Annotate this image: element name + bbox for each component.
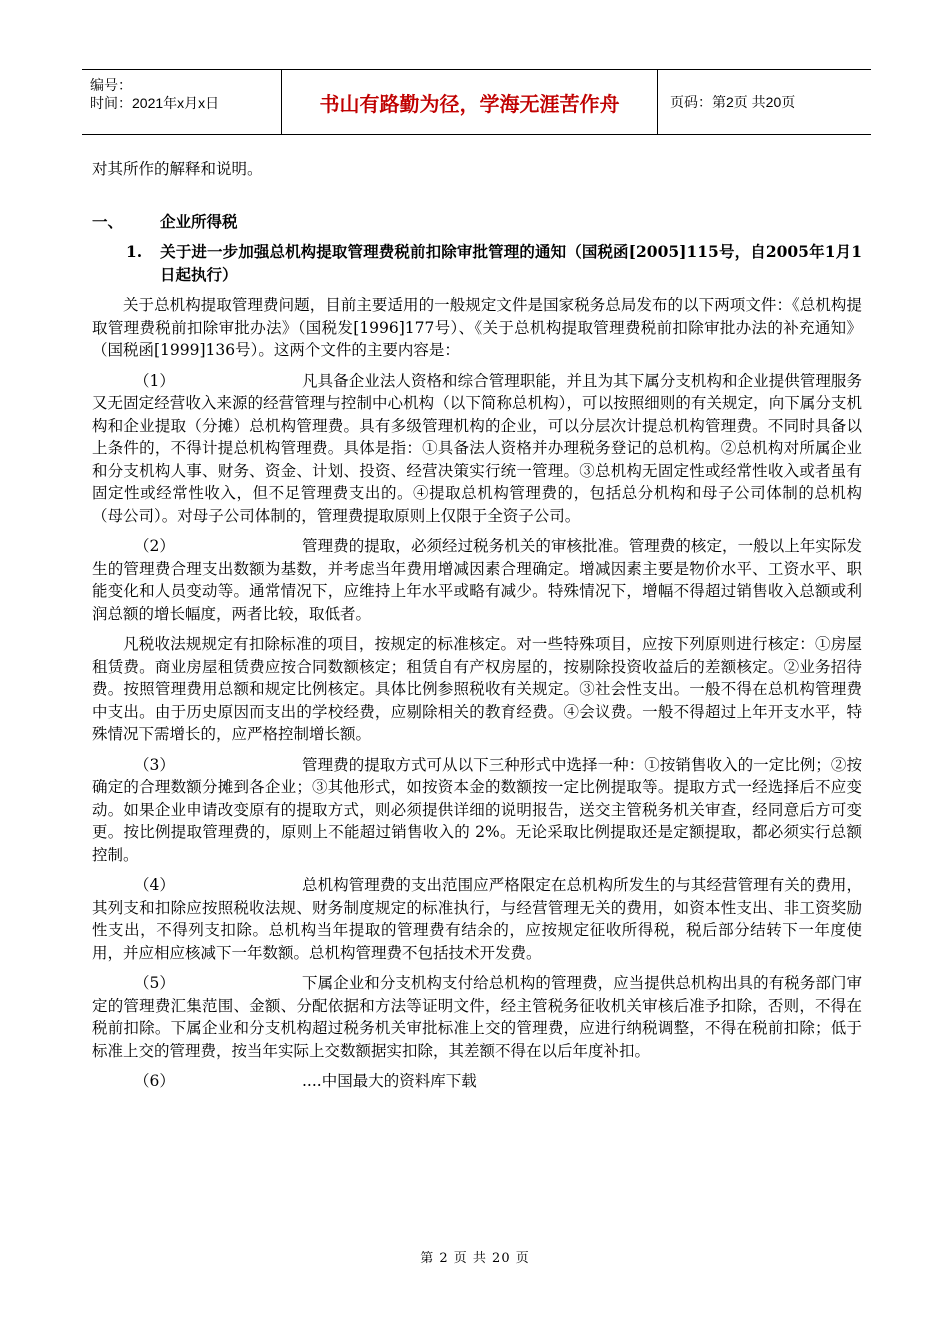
subsection-number: 1.: [126, 242, 143, 261]
header-meta: [82, 70, 282, 134]
item-text: 下属企业和分支机构支付给总机构的管理费，应当提供总机构出具的有税务部门审定的管理费汇集范围、金额、分配依据和方法等证明文件，经主管税务征收机关审核后准予扣除，否则，不得在税前扣除。下属企业和分支机构超过税务机关审批标准上交的管理费，应进行纳税调整，不得在税前扣除；低于标准上交的管理费，按当年实际上交数额据实扣除，其差额不得在以后年度补扣。: [92, 974, 862, 1060]
time-label: 时间：2021年x月x日: [90, 95, 220, 111]
list-item: [92, 1070, 862, 1093]
intro-paragraph: 关于总机构提取管理费问题，目前主要适用的一般规定文件是国家税务总局发布的以下两项文件：《总机构提取管理费税前扣除审批办法》（国税发[1996]177号）、《关于总机构提取管理费税前扣除审批办法的补充通知》（国税函[1999]136号）。这两个文件的主要内容是：: [92, 296, 862, 359]
subsection-title: 关于进一步加强总机构提取管理费税前扣除审批管理的通知（国税函[2005]115号，自2005年1月1日起执行）: [160, 242, 862, 284]
item-text: ....中国最大的资料库下载: [302, 1072, 477, 1090]
item-label: （4）: [134, 876, 175, 894]
item-text: 管理费的提取，必须经过税务机关的审核批准。管理费的核定，一般以上年实际发生的管理费合理支出数额为基数，并考虑当年费用增减因素合理确定。增减因素主要是物价水平、工资水平、职能变化和人员变动等。通常情况下，应维持上年水平或略有减少。特殊情况下，增幅不得超过销售收入总额或利润总额的增长幅度，两者比较，取低者。: [92, 537, 862, 623]
item-text: 管理费的提取方式可从以下三种形式中选择一种：①按销售收入的一定比例；②按确定的合理数额分摊到各企业；③其他形式，如按资本金的数额按一定比例提取等。提取方式一经选择后不应变动。如果企业申请改变原有的提取方式，则必须提供详细的说明报告，送交主管税务机关审查，经同意后方可变更。按比例提取管理费的，原则上不能超过销售收入的 2%。无论采取比例提取还是定额提取，都必须实行总额控制。: [92, 755, 862, 864]
item-label: （1）: [134, 371, 175, 390]
list-item: [92, 370, 862, 528]
subsection-heading: [92, 241, 862, 286]
header-motto: 书山有路勤为径，学海无涯苦作舟: [282, 70, 658, 134]
document-body: [92, 150, 862, 1093]
item-label: （2）: [134, 537, 175, 555]
section-title: 企业所得税: [160, 211, 238, 231]
section-number: 一、: [92, 211, 124, 231]
item-label: （6）: [134, 1072, 175, 1090]
lead-text: 对其所作的解释和说明。: [92, 160, 263, 178]
item-text: 凡具备企业法人资格和综合管理职能，并且为其下属分支机构和企业提供管理服务又无固定经营收入来源的经营管理与控制中心机构（以下简称总机构），可以按照细则的有关规定，向下属分支机构和企业提取（分摊）总机构管理费。具有多级管理机构的企业，可以分层次计提总机构管理费。不同时具备以上条件的，不得计提总机构管理费。具体是指：①具备法人资格并办理税务登记的总机构。②总机构对所属企业和分支机构人事、财务、资金、计划、投资、经营决策实行统一管理。③总机构无固定性或经常性收入或者虽有固定性或经常性收入，但不足管理费支出的。④提取总机构管理费的，包括总分机构和母子公司体制的总机构（母公司）。对母子公司体制的，管理费提取原则上仅限于全资子公司。: [92, 371, 862, 525]
header-page-info: 页码：第2页 共20页: [670, 94, 796, 110]
page-header: [82, 69, 871, 135]
deduction-rules-paragraph: 凡税收法规规定有扣除标准的项目，按规定的标准核定。对一些特殊项目，应按下列原则进行核定：①房屋租赁费。商业房屋租赁费应按合同数额核定；租赁自有产权房屋的，按剔除投资收益后的差额核定。②业务招待费。按照管理费用总额和规定比例核定。具体比例参照税收有关规定。③社会性支出。一般不得在总机构管理费中支出。由于历史原因而支出的学校经费，应剔除相关的教育经费。④会议费。一般不得超过上年开支水平，特殊情况下需增长的，应严格控制增长额。: [92, 635, 862, 743]
list-item: [92, 874, 862, 964]
item-text: 总机构管理费的支出范围应严格限定在总机构所发生的与其经营管理有关的费用，其列支和扣除应按照税收法规、财务制度规定的标准执行，与经营管理无关的费用，如资本性支出、非工资奖励性支出，不得列支扣除。总机构当年提取的管理费有结余的，应按规定征收所得税，税后部分结转下一年度使用，并应相应核减下一年数额。总机构管理费不包括技术开发费。: [92, 876, 862, 962]
page-footer: 第 2 页 共 20 页: [420, 1251, 530, 1266]
section-heading: [92, 211, 862, 234]
list-item: [92, 535, 862, 625]
serial-number-label: 编号：: [90, 77, 132, 93]
list-item: [92, 754, 862, 867]
list-item: [92, 972, 862, 1062]
item-label: （3）: [134, 755, 175, 774]
item-label: （5）: [134, 974, 175, 992]
